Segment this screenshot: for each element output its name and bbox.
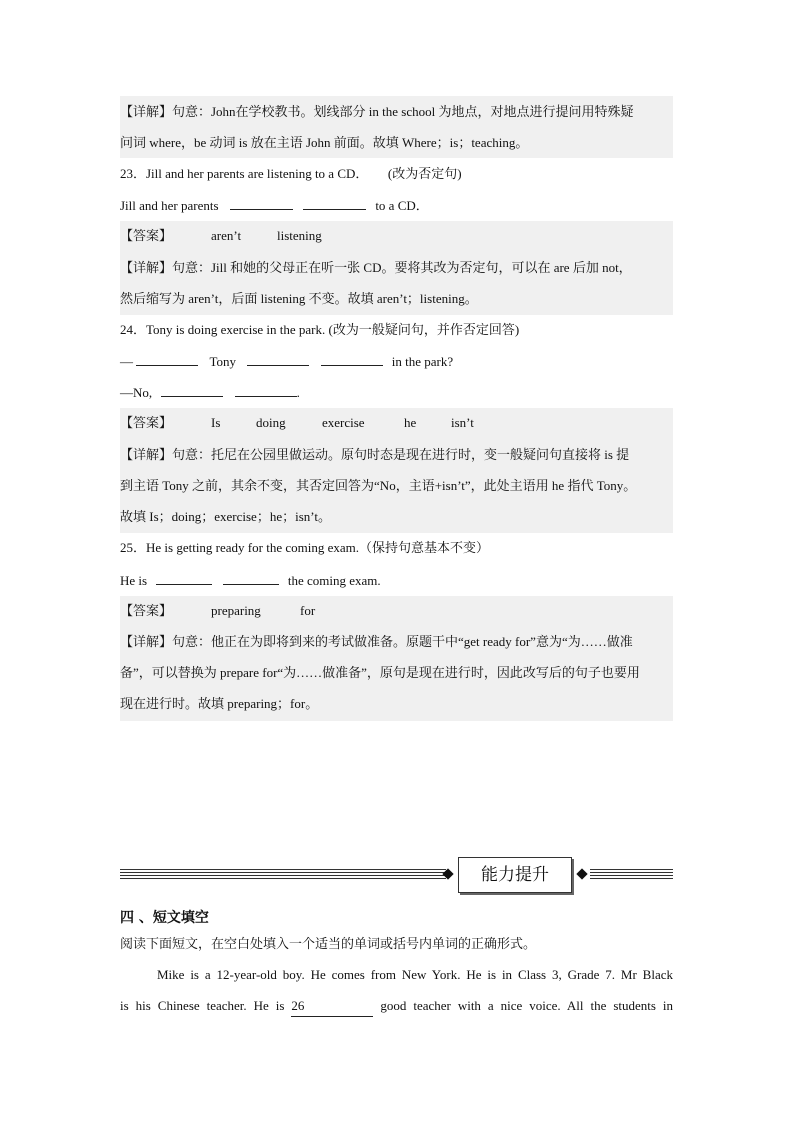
q23-question: 23．Jill and her parents are listening to a CD． (改为否定句): [120, 166, 462, 181]
banner-rule-right: [590, 872, 673, 873]
q23-blank-1[interactable]: [230, 195, 293, 210]
q24-dash: —: [120, 354, 133, 369]
q25-line-end: the coming exam.: [287, 573, 381, 588]
q24-detail-line1: 【详解】句意：托尼在公园里做运动。原句时态是现在进行时，变一般疑问句直接将 is 提: [120, 447, 630, 462]
q24-detail-line2: 到主语 Tony 之前，其余不变，其否定回答为“No，主语+isn’t”，此处主语用 he 指代 Tony。: [120, 478, 637, 493]
q25-answer-2: for: [300, 603, 316, 618]
passage-line-2-end: good teacher with a nice voice. All the students in: [380, 998, 674, 1013]
section-4-title: 四 、短文填空: [120, 910, 209, 926]
section-4-instruction: 阅读下面短文，在空白处填入一个适当的单词或括号内单词的正确形式。: [120, 936, 537, 951]
q24-line2-start: —No,: [120, 385, 153, 400]
q24-line1-mid: Tony: [209, 354, 237, 369]
q25-question: 25．He is getting ready for the coming exam.（保持句意基本不变）: [120, 540, 489, 555]
q24-reply-line: [120, 382, 300, 403]
q24-detail-line3: 故填 Is；doing；exercise；he；isn’t。: [120, 509, 331, 524]
q24-answer-3: exercise: [322, 415, 365, 430]
q24-answer-1: Is: [211, 415, 221, 430]
q23-answer-1: aren’t: [211, 228, 242, 243]
q25-detail-line3: 现在进行时。故填 preparing；for。: [120, 696, 319, 711]
q25-answer-1: preparing: [211, 603, 261, 618]
blank-26[interactable]: 26: [291, 996, 373, 1017]
banner-diamond-right-icon: [576, 868, 587, 879]
q23-detail-line2: 然后缩写为 aren’t，后面 listening 不变。故填 aren’t；listening。: [120, 291, 478, 306]
banner-rule-right: [590, 878, 673, 879]
q25-answer-label: 【答案】: [120, 603, 173, 618]
banner-rule-right: [590, 869, 673, 870]
q24-blank-1[interactable]: [136, 351, 198, 366]
banner-rule-left: [120, 875, 446, 876]
q24-blank-5[interactable]: [235, 382, 297, 397]
q24-answer-4: he: [404, 415, 417, 430]
q23-line-start: Jill and her parents: [120, 198, 219, 213]
q25-line-start: He is: [120, 573, 148, 588]
passage-line-2-start: is his Chinese teacher. He is: [120, 998, 285, 1013]
q25-fill-line: [120, 570, 381, 591]
q25-detail-line2: 备”，可以替换为 prepare for“为……做准备”，原句是现在进行时，因此改写后的句子也要用: [120, 665, 640, 680]
banner-rule-left: [120, 872, 446, 873]
q23-line-end: to a CD．: [375, 198, 429, 213]
q25-blank-1[interactable]: [156, 570, 212, 585]
q24-question: 24．Tony is doing exercise in the park. (改为一般疑问句，并作否定回答): [120, 322, 520, 337]
passage-line-2: [120, 996, 673, 1017]
q22-detail-line1: 【详解】句意：John在学校教书。划线部分 in the school 为地点，对地点进行提问用特殊疑: [120, 104, 634, 119]
banner-rule-left: [120, 869, 446, 870]
q24-blank-3[interactable]: [321, 351, 383, 366]
banner-label: 能力提升: [458, 857, 572, 893]
banner-rule-right: [590, 875, 673, 876]
q24-line1-end: in the park?: [391, 354, 454, 369]
q24-line2-end: .: [296, 385, 300, 400]
q23-answer-label: 【答案】: [120, 228, 173, 243]
q24-question-line: [120, 351, 453, 372]
q24-answer-2: doing: [256, 415, 286, 430]
q23-detail-line1: 【详解】句意：Jill 和她的父母正在听一张 CD。要将其改为否定句，可以在 are 后加 not，: [120, 260, 632, 275]
q25-blank-2[interactable]: [223, 570, 279, 585]
q24-blank-2[interactable]: [247, 351, 309, 366]
q23-answer-2: listening: [277, 228, 322, 243]
q25-detail-line1: 【详解】句意：他正在为即将到来的考试做准备。原题干中“get ready for”意为“为……做准: [120, 634, 633, 649]
passage-line-1: Mike is a 12-year-old boy. He comes from New York. He is in Class 3, Grade 7. Mr Black: [157, 967, 673, 982]
q24-blank-4[interactable]: [161, 382, 223, 397]
q24-answer-label: 【答案】: [120, 415, 173, 430]
q24-answer-5: isn’t: [451, 415, 474, 430]
q23-blank-2[interactable]: [303, 195, 366, 210]
q23-fill-line: [120, 195, 429, 216]
q22-detail-line2: 问词 where，be 动词 is 放在主语 John 前面。故填 Where；is；teaching。: [120, 135, 529, 150]
banner-rule-left: [120, 878, 446, 879]
